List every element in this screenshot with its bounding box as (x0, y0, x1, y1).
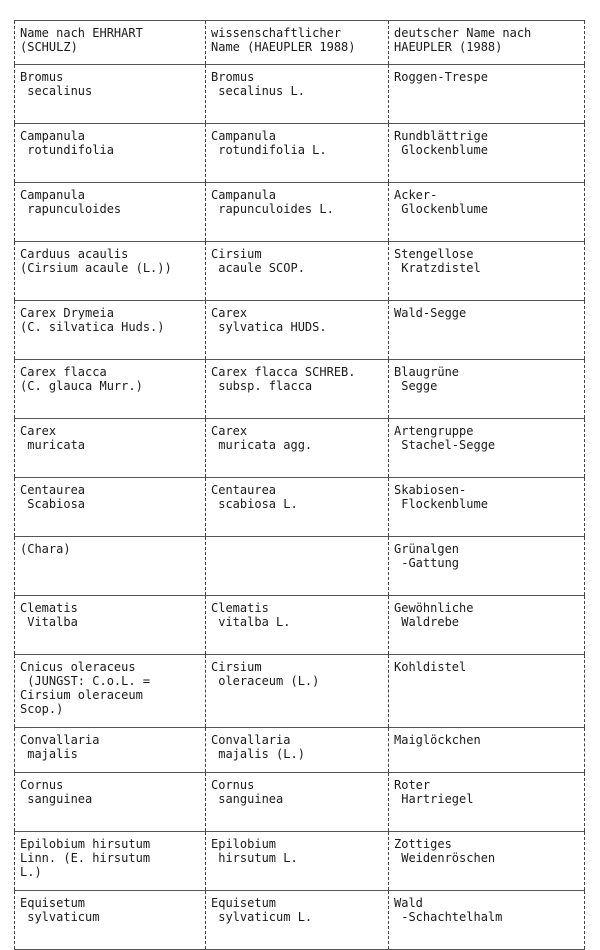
table-cell: Bromus secalinus (15, 65, 206, 124)
table-cell: Epilobium hirsutum Linn. (E. hirsutum L.) (15, 832, 206, 891)
table-cell: Cornus sanguinea (206, 773, 389, 832)
table-cell: Stengellose Kratzdistel (389, 242, 585, 301)
table-cell: Carex flacca SCHREB. subsp. flacca (206, 360, 389, 419)
table-cell: Kohldistel (389, 655, 585, 728)
table-cell: Carex Drymeia (C. silvatica Huds.) (15, 301, 206, 360)
table-cell: Rundblättrige Glockenblume (389, 124, 585, 183)
table-cell: Carduus acaulis (Cirsium acaule (L.)) (15, 242, 206, 301)
table-cell: Acker- Glockenblume (389, 183, 585, 242)
table-row (15, 183, 585, 242)
table-cell: Skabiosen- Flockenblume (389, 478, 585, 537)
table-cell: Campanula rapunculoides L. (206, 183, 389, 242)
table-row (15, 832, 585, 891)
table-row (15, 655, 585, 728)
table-row (15, 419, 585, 478)
table-cell: Maiglöckchen (389, 728, 585, 773)
table-cell: Centaurea scabiosa L. (206, 478, 389, 537)
table-cell: Roggen-Trespe (389, 65, 585, 124)
table-row (15, 728, 585, 773)
table-cell: Campanula rotundifolia L. (206, 124, 389, 183)
table-cell: Cnicus oleraceus (JUNGST: C.o.L. = Cirsium oleraceum Scop.) (15, 655, 206, 728)
table-cell: Cornus sanguinea (15, 773, 206, 832)
header-cell-german-name: deutscher Name nach HAEUPLER (1988) (389, 21, 585, 65)
table-row (15, 478, 585, 537)
table-row (15, 242, 585, 301)
table-cell: Centaurea Scabiosa (15, 478, 206, 537)
table-header-row (15, 21, 585, 65)
table-cell: Gewöhnliche Waldrebe (389, 596, 585, 655)
table-row (15, 65, 585, 124)
table-row (15, 596, 585, 655)
table-cell: Grünalgen -Gattung (389, 537, 585, 596)
table-cell: Artengruppe Stachel-Segge (389, 419, 585, 478)
table-cell: Equisetum sylvaticum L. (206, 891, 389, 950)
table-cell: Cirsium oleraceum (L.) (206, 655, 389, 728)
table-cell: Epilobium hirsutum L. (206, 832, 389, 891)
table-cell: Campanula rapunculoides (15, 183, 206, 242)
table-row (15, 537, 585, 596)
table-row (15, 301, 585, 360)
table-cell: Wald-Segge (389, 301, 585, 360)
species-table (14, 20, 585, 950)
table-cell: Blaugrüne Segge (389, 360, 585, 419)
table-cell: Carex sylvatica HUDS. (206, 301, 389, 360)
table-cell: Carex muricata (15, 419, 206, 478)
table-row (15, 124, 585, 183)
table-cell: Clematis Vitalba (15, 596, 206, 655)
table-cell (206, 537, 389, 596)
table-cell: Bromus secalinus L. (206, 65, 389, 124)
table-row (15, 773, 585, 832)
table-row (15, 360, 585, 419)
table-cell: Convallaria majalis (L.) (206, 728, 389, 773)
table-cell: Clematis vitalba L. (206, 596, 389, 655)
table-cell: Cirsium acaule SCOP. (206, 242, 389, 301)
table-cell: Carex flacca (C. glauca Murr.) (15, 360, 206, 419)
table-row (15, 891, 585, 950)
table-cell: Equisetum sylvaticum (15, 891, 206, 950)
table-cell: Zottiges Weidenröschen (389, 832, 585, 891)
header-cell-scientific-name: wissenschaftlicher Name (HAEUPLER 1988) (206, 21, 389, 65)
table-cell: Campanula rotundifolia (15, 124, 206, 183)
table-cell: Wald -Schachtelhalm (389, 891, 585, 950)
table-cell: (Chara) (15, 537, 206, 596)
table-cell: Convallaria majalis (15, 728, 206, 773)
header-cell-ehrhart-name: Name nach EHRHART (SCHULZ) (15, 21, 206, 65)
table-cell: Roter Hartriegel (389, 773, 585, 832)
table-cell: Carex muricata agg. (206, 419, 389, 478)
